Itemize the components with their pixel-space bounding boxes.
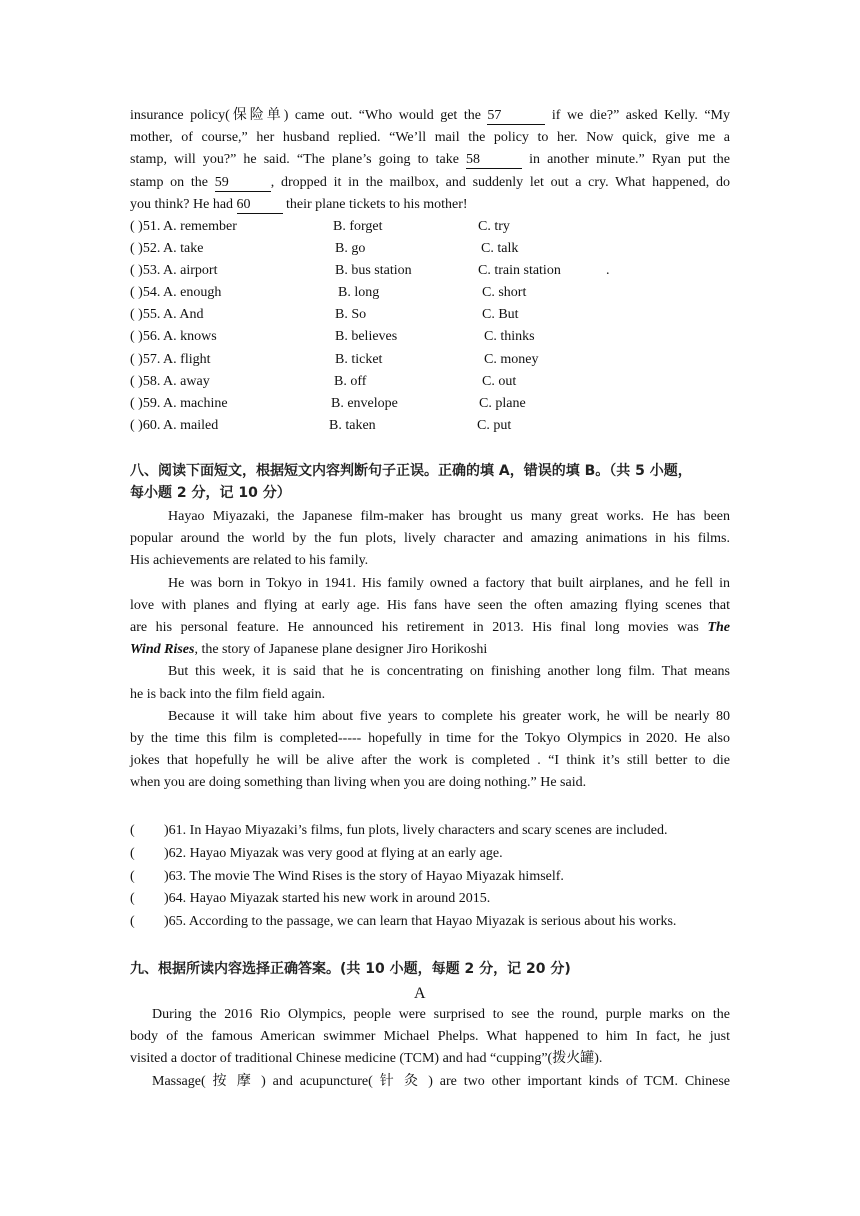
- passage-line: [130, 639, 730, 661]
- passage-line: Hayao Miyazaki, the Japanese film-maker has brought us many great works. He has been: [168, 509, 730, 524]
- text: their plane tickets to his mother!: [282, 196, 468, 212]
- option-row-58: [130, 371, 730, 393]
- passage-line: But this week, it is said that he is concentrating on finishing another long film. That means: [168, 664, 730, 680]
- text: stamp on the: [130, 174, 215, 190]
- passage-line: His achievements are related to his family.: [130, 553, 369, 569]
- blank-57: 57: [487, 108, 545, 125]
- passage-line: Massage( 按 摩 ) and acupuncture( 针 灸 ) are two other important kinds of TCM. Chinese: [152, 1073, 730, 1089]
- text: if we die?” asked Kelly. “My: [545, 108, 731, 123]
- option-c: C. try: [478, 219, 510, 234]
- option-b: B. believes: [335, 329, 398, 344]
- question-text: )62. Hayao Miyazak was very good at flying at an early age.: [164, 846, 503, 861]
- option-b: B. envelope: [331, 396, 398, 411]
- passage-line: by the time this film is completed----- hopefully in time for the Tokyo Olympics in 2020. He also: [130, 731, 730, 747]
- passage-line: he is back into the film field again.: [130, 686, 326, 702]
- option-c: C. short: [482, 285, 527, 300]
- blank-58: 58: [466, 152, 522, 169]
- option-b: B. taken: [329, 418, 376, 433]
- option-row-51: [130, 216, 730, 238]
- movie-title: The: [707, 620, 730, 636]
- question-65: [130, 911, 750, 933]
- option-b: B. long: [338, 285, 380, 300]
- option-a: ( )56. A. knows: [130, 329, 217, 344]
- question-text: )64. Hayao Miyazak started his new work in around 2015.: [164, 891, 491, 906]
- passage-line: mother, of course,” her husband replied. “We’ll mail the policy to her. Now quick, give me a: [130, 130, 730, 146]
- option-a: ( )59. A. machine: [130, 396, 228, 411]
- question-61: [130, 820, 750, 842]
- text: , dropped it in the mailbox, and suddenly let out a cry. What happened, do: [270, 174, 730, 190]
- option-c: C. talk: [481, 241, 519, 256]
- passage-line: [130, 617, 730, 639]
- option-row-52: [130, 238, 730, 260]
- answer-paren: (: [130, 914, 135, 929]
- passage-line: [130, 172, 730, 194]
- question-text: )61. In Hayao Miyazaki’s films, fun plots, lively characters and scary scenes are included.: [164, 823, 668, 838]
- option-a: ( )52. A. take: [130, 241, 204, 256]
- option-b: B. So: [335, 307, 367, 322]
- movie-title: Wind Rises: [130, 642, 195, 658]
- answer-paren: (: [130, 891, 135, 906]
- reading-passage-a: [130, 1004, 730, 1093]
- option-c: C. train station: [478, 263, 561, 278]
- option-c: C. plane: [479, 396, 526, 411]
- passage-line: popular around the world by the fun plots, lively character and amazing animations in his films.: [130, 531, 730, 547]
- option-a: ( )51. A. remember: [130, 219, 237, 234]
- option-a: ( )55. A. And: [130, 307, 204, 322]
- option-row-57: [130, 349, 730, 371]
- answer-paren: (: [130, 823, 135, 838]
- option-b: B. forget: [333, 219, 383, 234]
- option-c: C. But: [482, 307, 519, 322]
- question-text: )63. The movie The Wind Rises is the story of Hayao Miyazak himself.: [164, 869, 564, 884]
- option-b: B. bus station: [335, 263, 412, 278]
- option-b: B. ticket: [335, 352, 383, 367]
- option-c: C. money: [484, 352, 539, 367]
- passage-line: [130, 105, 730, 127]
- passage-label: A: [414, 985, 426, 1002]
- option-a: ( )57. A. flight: [130, 352, 211, 367]
- passage-line: body of the famous American swimmer Michael Phelps. What happened to him In fact, he just: [130, 1029, 730, 1045]
- option-a: ( )54. A. enough: [130, 285, 222, 300]
- option-a: ( )53. A. airport: [130, 263, 218, 278]
- option-row-54: [130, 282, 730, 304]
- passage-line: Because it will take him about five years to complete his greater work, he will be nearly 80: [168, 708, 730, 724]
- option-a: ( )60. A. mailed: [130, 418, 219, 433]
- passage-line: [130, 194, 730, 216]
- passage-continuation: [130, 105, 730, 216]
- stray-dot: .: [606, 263, 610, 278]
- passage-line: He was born in Tokyo in 1941. His family owned a factory that built airplanes, and he fell in: [168, 575, 730, 591]
- text: are his personal feature. He announced his retirement in 2013. His final long movies was: [130, 620, 708, 636]
- option-c: C. out: [482, 374, 517, 389]
- section-9-heading: 九、根据所读内容选择正确答案。(共 10 小题，每题 2 分，记 20 分): [130, 961, 571, 977]
- passage-line: visited a doctor of traditional Chinese medicine (TCM) and had “cupping”(拨火罐).: [130, 1051, 603, 1067]
- reading-passage: [130, 506, 730, 795]
- blank-60: 60: [237, 197, 283, 214]
- option-a: ( )58. A. away: [130, 374, 210, 389]
- passage-line: During the 2016 Rio Olympics, people were surprised to see the round, purple marks on the: [152, 1007, 730, 1022]
- answer-paren: (: [130, 846, 135, 861]
- heading-line: 每小题 2 分，记 10 分）: [130, 485, 291, 501]
- passage-line: when you are doing something than living when you are doing nothing.” He said.: [130, 775, 587, 791]
- option-row-59: [130, 393, 730, 415]
- question-text: )65. According to the passage, we can learn that Hayao Miyazak is serious about his works.: [164, 914, 677, 929]
- option-row-60: [130, 415, 730, 437]
- passage-line: [130, 149, 730, 171]
- question-62: [130, 843, 750, 865]
- text: in another minute.” Ryan put the: [522, 152, 730, 168]
- option-row-55: [130, 304, 730, 326]
- text: insurance policy(保险单) came out. “Who would get the: [130, 108, 488, 123]
- text: , the story of Japanese plane designer Jiro Horikoshi: [194, 642, 488, 658]
- passage-line: jokes that hopefully he will be alive after the work is completed . “I think it’s still better to die: [130, 753, 730, 769]
- section-8-heading: [130, 460, 730, 504]
- heading-line: 八、阅读下面短文，根据短文内容判断句子正误。正确的填 A，错误的填 B。（共 5 小题，: [130, 463, 692, 479]
- question-64: [130, 888, 750, 910]
- text: you think? He had: [130, 196, 237, 212]
- answer-paren: (: [130, 869, 135, 884]
- option-row-56: [130, 326, 730, 348]
- blank-59: 59: [215, 175, 271, 192]
- option-row-53: [130, 260, 730, 282]
- option-c: C. put: [477, 418, 512, 433]
- question-63: [130, 866, 750, 888]
- option-b: B. off: [334, 374, 367, 389]
- text: stamp, will you?” he said. “The plane’s going to take: [130, 152, 467, 168]
- option-b: B. go: [335, 241, 366, 256]
- passage-line: love with planes and flying at early age. His fans have seen the often amazing flying scenes that: [130, 597, 730, 613]
- option-c: C. thinks: [484, 329, 535, 344]
